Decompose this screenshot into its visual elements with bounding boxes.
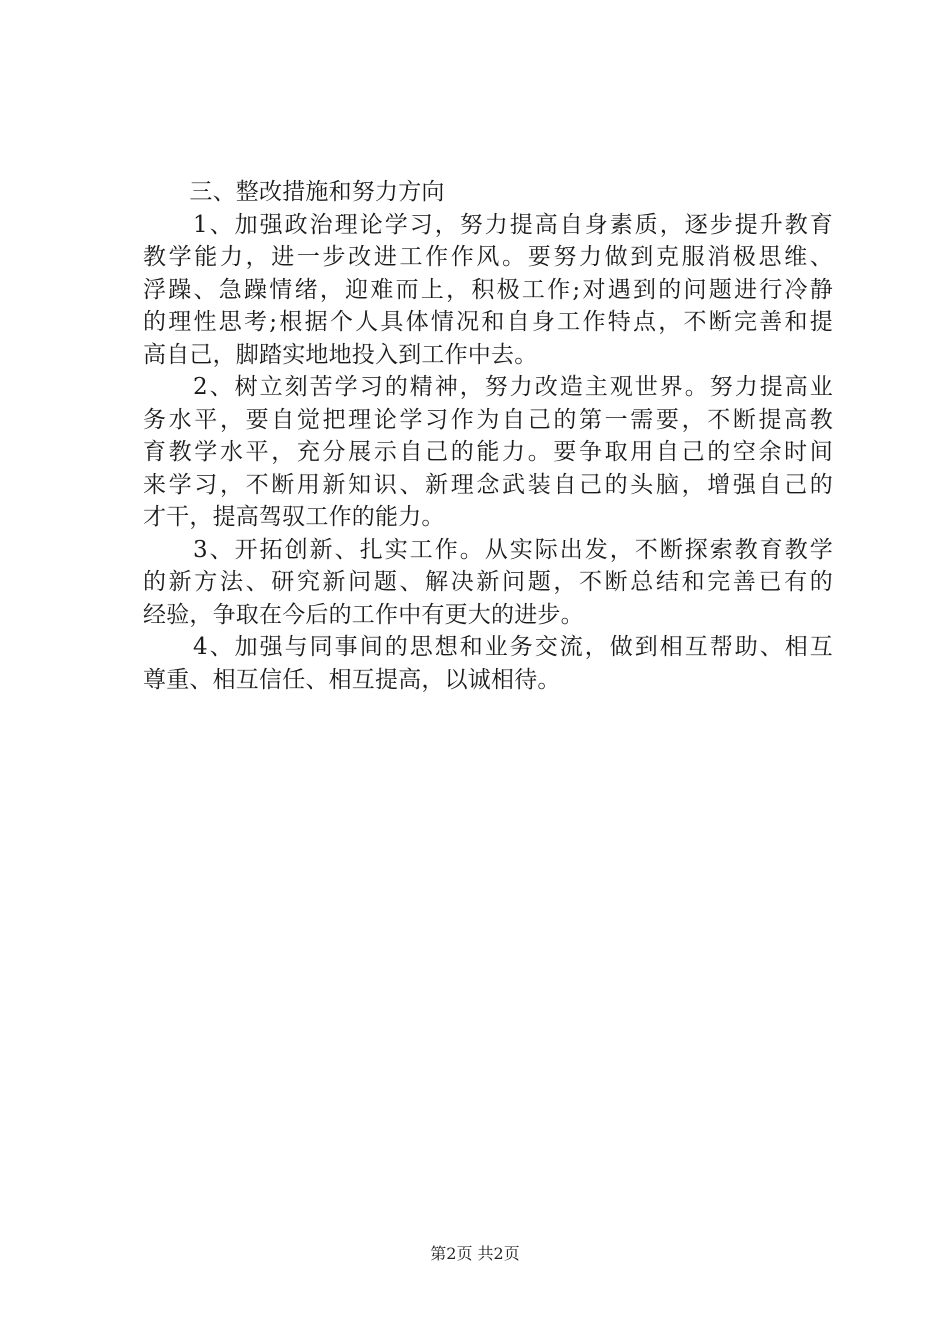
text-line: 的理性思考;根据个人具体情况和自身工作特点，不断完善和提 — [143, 309, 833, 335]
text-line: 1、加强政治理论学习，努力提高自身素质，逐步提升教育 — [143, 211, 833, 238]
text-line: 2、树立刻苦学习的精神，努力改造主观世界。努力提高业 — [143, 374, 833, 400]
text-line: 尊重、相互信任、相互提高，以诚相待。 — [143, 666, 561, 693]
text-line: 务水平，要自觉把理论学习作为自己的第一需要，不断提高教 — [143, 406, 833, 433]
text-line: 的新方法、研究新问题、解决新问题，不断总结和完善已有的 — [143, 569, 833, 595]
text-line: 三、整改措施和努力方向 — [143, 179, 445, 205]
text-line: 来学习，不断用新知识、新理念武装自己的头脑，增强自己的 — [143, 471, 833, 498]
page-footer: 第2页 共2页 — [430, 1244, 520, 1263]
text-line: 育教学水平，充分展示自己的能力。要争取用自己的空余时间 — [143, 439, 833, 465]
text-line: 教学能力，进一步改进工作作风。要努力做到克服消极思维、 — [143, 244, 833, 270]
text-line: 高自己，脚踏实地地投入到工作中去。 — [143, 341, 538, 368]
text-line: 3、开拓创新、扎实工作。从实际出发，不断探索教育教学 — [143, 536, 833, 563]
text-line: 浮躁、急躁情绪，迎难而上，积极工作;对遇到的问题进行冷静 — [143, 276, 833, 303]
text-line: 4、加强与同事间的思想和业务交流，做到相互帮助、相互 — [143, 634, 833, 660]
text-line: 经验，争取在今后的工作中有更大的进步。 — [143, 601, 584, 628]
text-line: 才干，提高驾驭工作的能力。 — [143, 504, 445, 530]
document-body — [143, 176, 833, 696]
